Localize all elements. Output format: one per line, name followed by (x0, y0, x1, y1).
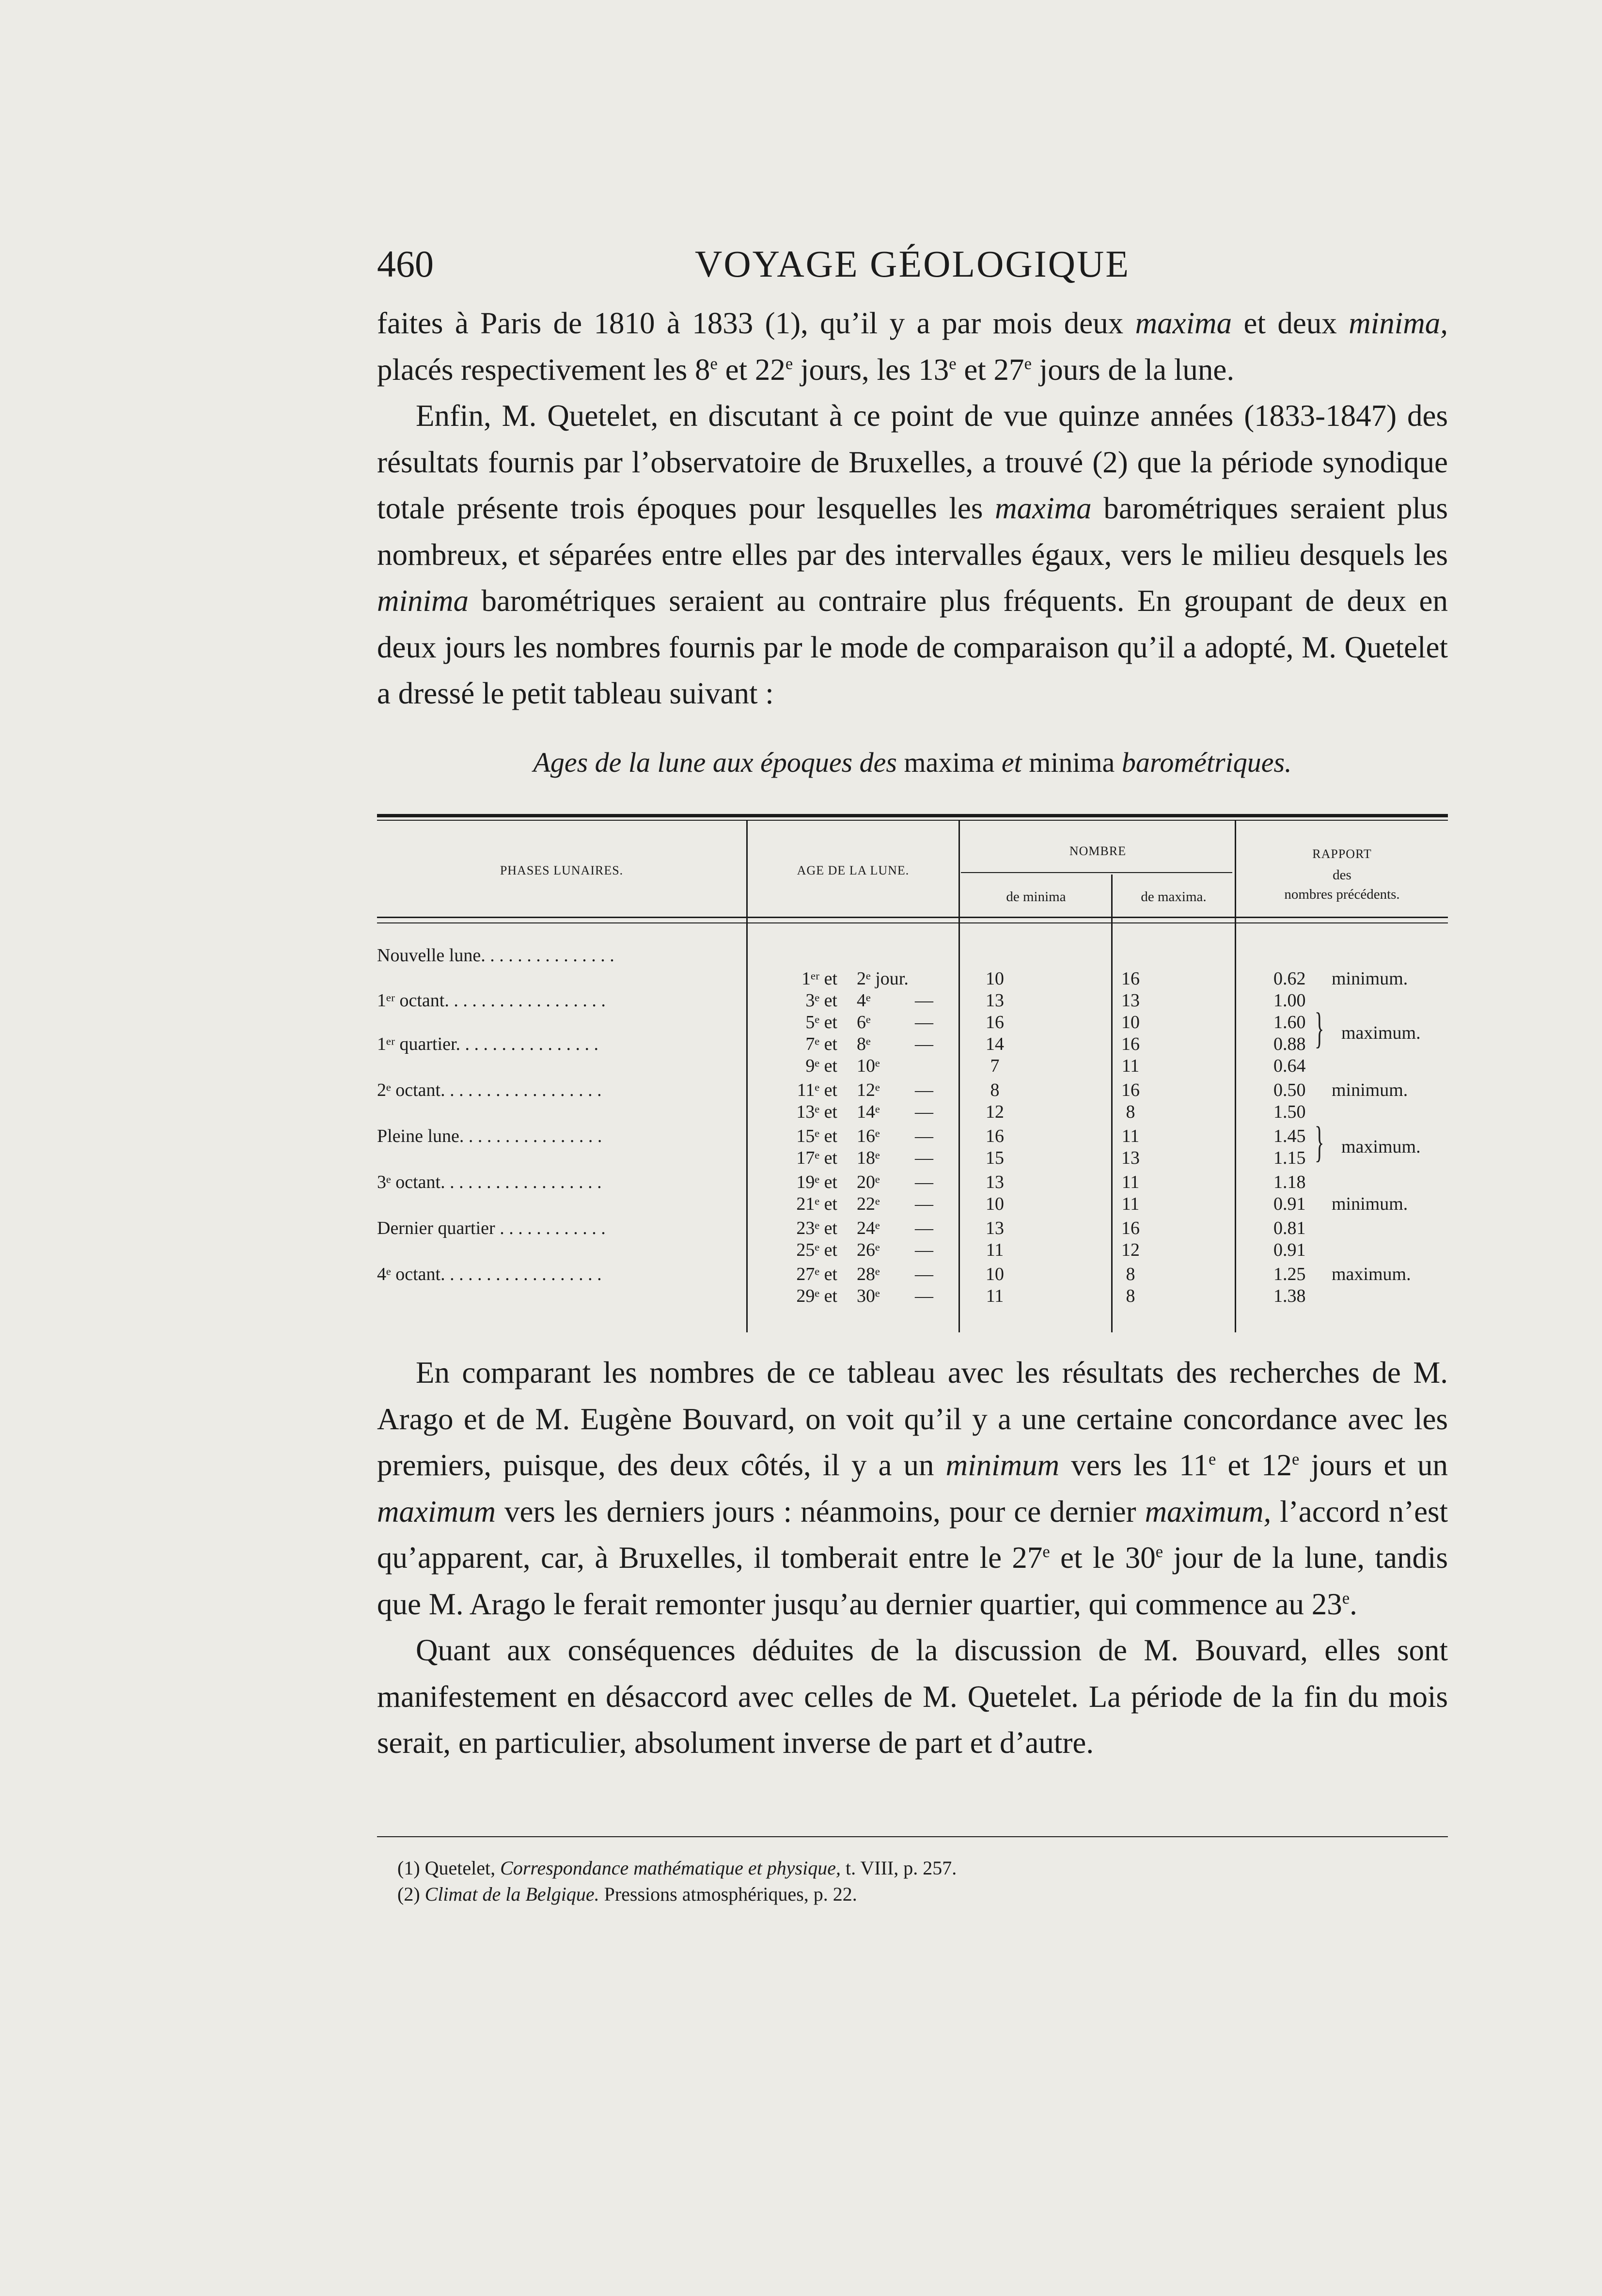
paragraph-3-fragment: et le 30e (1060, 1541, 1163, 1575)
footnote-rule (377, 1836, 1448, 1837)
paragraph-3-fragment: En comparant les nombres de ce tableau avec les résultats des recherches de M. Arago et de M. Eugène Bouvard, on voit qu’il y a une certaine concordance avec les premiers, puisque, des deux côtés, il y a un (377, 1356, 1448, 1482)
table-row: 4ᵉ octant. . . . . . . . . . . . . . . . . . 27ᵉ et 28ᵉ — 10 8 1.25 maximum. (377, 1264, 1411, 1284)
running-title: VOYAGE GÉOLOGIQUE (694, 243, 1131, 285)
paragraph-4: Quant aux conséquences déduites de la discussion de M. Bouvard, elles sont manifestement en désaccord avec celles de M. Quetelet. La période de la fin du mois serait, en particulier, absolument inverse de part et d’autre. (377, 1633, 1448, 1760)
header-rapport-nombres: nombres précédents. (1284, 887, 1400, 902)
paragraph-3-fragment: l’accord n’est qu’apparent, car, à Bruxelles, il tomberait entre le 27e (377, 1494, 1448, 1575)
brace-note: maximum. (1341, 1137, 1421, 1157)
footnote-2: (2) Climat de la Belgique. Pressions atmosphériques, p. 22. (397, 1883, 857, 1905)
table-title: Ages de la lune aux époques des maxima et minima barométriques. (533, 747, 1292, 778)
paragraph-2-fragment: minima (377, 584, 469, 618)
table-row: 17ᵉ et 18ᵉ — 15 13 1.15 (796, 1148, 1306, 1168)
paragraph-3-fragment: jour de la lune, tandis que M. Arago le ferait remonter jusqu’au dernier quartier, qui commence au 23e. (377, 1541, 1448, 1621)
header-age: AGE DE LA LUNE. (797, 863, 910, 877)
paragraph-1 (377, 300, 1448, 393)
table-row: 3ᵉ octant. . . . . . . . . . . . . . . . . . 19ᵉ et 20ᵉ — 13 11 1.18 (377, 1172, 1306, 1192)
text-block-top (377, 300, 1448, 717)
table-row: 1ᵉʳ quartier. . . . . . . . . . . . . . . . 7ᵉ et 8ᵉ — 14 16 0.88 (377, 1034, 1306, 1054)
table-row: 25ᵉ et 26ᵉ — 11 12 0.91 (796, 1240, 1306, 1260)
paragraph-1-fragment: maxima (1135, 306, 1232, 340)
table-row: 5ᵉ et 6ᵉ — 16 10 1.60 (805, 1012, 1306, 1032)
table-row: 1ᵉʳ et 2ᵉ jour. 10 16 0.62 minimum. (801, 968, 1408, 989)
paragraph-3 (377, 1350, 1448, 1627)
page-number: 460 (377, 243, 434, 285)
paragraph-1-fragment: et 22e (725, 352, 793, 387)
table-row: Pleine lune. . . . . . . . . . . . . . . . 15ᵉ et 16ᵉ — 16 11 1.45 (377, 1126, 1306, 1146)
paragraph-1-fragment: minima, (1349, 306, 1448, 340)
header-de-maxima: de maxima. (1141, 889, 1207, 905)
table-row: 13ᵉ et 14ᵉ — 12 8 1.50 (796, 1102, 1306, 1122)
table-row: 2ᵉ octant. . . . . . . . . . . . . . . . . . 11ᵉ et 12ᵉ — 8 16 0.50 minimum. (377, 1080, 1408, 1100)
paragraph-1-fragment: et 27e (964, 352, 1032, 387)
table-row: 21ᵉ et 22ᵉ — 10 11 0.91 minimum. (796, 1194, 1408, 1214)
running-header (377, 242, 1448, 286)
header-rapport: RAPPORT (1312, 847, 1372, 861)
paragraph-3-fragment: jours et un (1311, 1448, 1448, 1482)
paragraph-3-fragment: vers les derniers jours : néanmoins, pour ce dernier (504, 1494, 1136, 1529)
table-top-rule-thin (377, 820, 1448, 821)
paragraph-2-fragment: barométriques seraient plus nombreux, et séparées entre elles par des intervalles égaux, vers le milieu desquels les (377, 491, 1448, 572)
footnote-1: (1) Quetelet, Correspondance mathématique et physique, t. VIII, p. 257. (397, 1857, 957, 1879)
paragraph-1-fragment: et deux (1243, 306, 1337, 340)
text-block-bottom (377, 1350, 1448, 1766)
table-row: Nouvelle lune. . . . . . . . . . . . . . . (377, 945, 614, 966)
brace-mark: } (1315, 1004, 1324, 1052)
nombre-rule (961, 872, 1232, 873)
paragraph-3-fragment: vers les 11e (1071, 1448, 1216, 1482)
table-row: 9ᵉ et 10ᵉ 7 11 0.64 (805, 1056, 1306, 1076)
paragraph-2-fragment: barométriques seraient au contraire plus fréquents. En groupant de deux en deux jours les nombres fournis par le mode de comparaison qu’il a adopté, M. Quetelet a dressé le petit tableau suivant : (377, 584, 1448, 710)
paragraph-2-fragment: maxima (995, 491, 1092, 525)
table-header-rule-thin (377, 922, 1448, 923)
paragraph-1-fragment: faites à Paris de 1810 à 1833 (1), qu’il y a par mois deux (377, 306, 1124, 340)
paragraph-1-fragment: jours de la lune. (1039, 352, 1235, 387)
table-row: Dernier quartier . . . . . . . . . . . . 23ᵉ et 24ᵉ — 13 16 0.81 (377, 1218, 1306, 1238)
header-phases: PHASES LUNAIRES. (500, 863, 624, 877)
table-header-rule (377, 917, 1448, 918)
paragraph-1-fragment: placés respectivement les 8e (377, 352, 718, 387)
paragraph-3-fragment: maximum (377, 1494, 496, 1529)
table-row: 1ᵉʳ octant. . . . . . . . . . . . . . . . . . 3ᵉ et 4ᵉ — 13 13 1.00 (377, 990, 1306, 1011)
paragraph-3-fragment: maximum, (1145, 1494, 1272, 1529)
table-row: 29ᵉ et 30ᵉ — 11 8 1.38 (796, 1286, 1306, 1306)
paragraph-3-fragment: minimum (945, 1448, 1060, 1482)
header-rapport-des: des (1333, 867, 1351, 883)
paragraph-2-fragment: Enfin, M. Quetelet, en discutant à ce point de vue quinze années (1833-1847) des résultats fournis par l’observatoire de Bruxelles, a trouvé (2) que la période synodique totale présente trois époques pour lesquelles les (377, 399, 1448, 525)
paragraph-2 (377, 393, 1448, 717)
header-de-minima: de minima (1006, 889, 1066, 905)
brace-mark: } (1315, 1118, 1324, 1166)
brace-note: maximum. (1341, 1023, 1421, 1043)
table-top-rule (377, 814, 1448, 817)
paragraph-1-fragment: jours, les 13e (800, 352, 957, 387)
moon-phase-table (377, 814, 1448, 1328)
paragraph-3-fragment: et 12e (1227, 1448, 1300, 1482)
header-nombre: NOMBRE (1069, 844, 1127, 858)
